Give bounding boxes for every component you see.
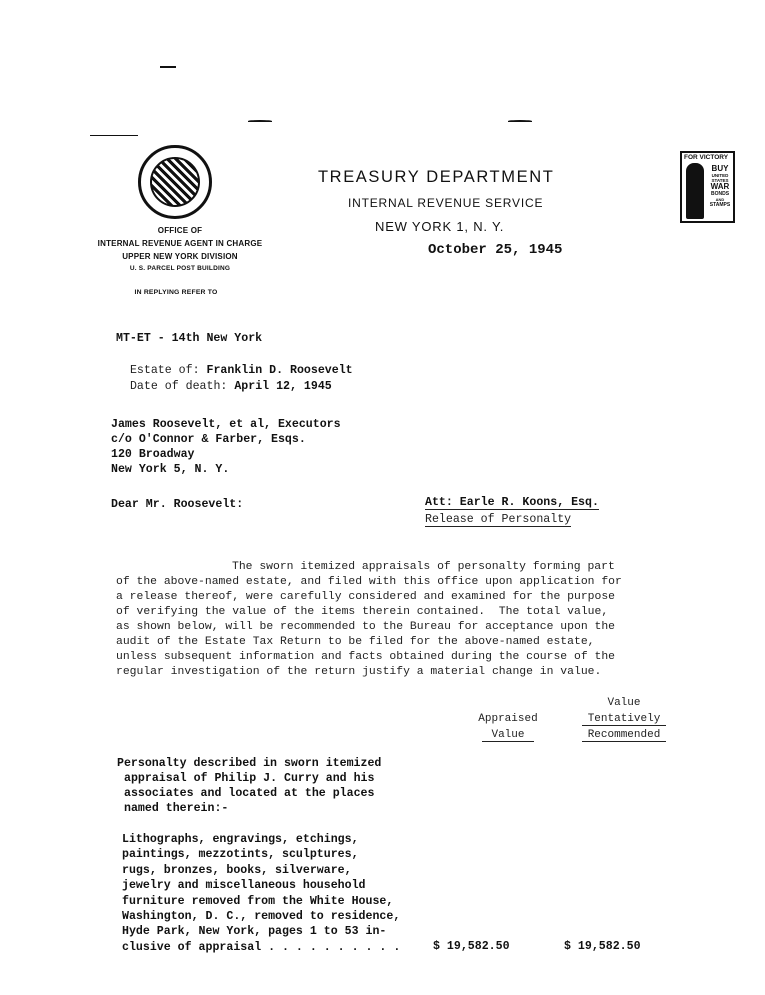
estate-name: Franklin D. Roosevelt: [206, 364, 353, 377]
office-line: U. S. PARCEL POST BUILDING: [129, 265, 231, 272]
item-line: Lithographs, engravings, etchings,: [122, 833, 359, 846]
stray-mark: [90, 135, 138, 136]
item-line: Washington, D. C., removed to residence,: [122, 910, 401, 923]
office-line: UPPER NEW YORK DIVISION: [122, 252, 238, 261]
body-line: unless subsequent information and facts obtained during the course of the: [116, 651, 615, 663]
appraised-header-line: Appraised: [478, 713, 538, 725]
office-line: INTERNAL REVENUE AGENT IN CHARGE: [97, 239, 263, 248]
addressee-line: 120 Broadway: [111, 448, 195, 461]
war-bonds-stamp: [680, 151, 735, 223]
reference-line: MT-ET - 14th New York: [116, 332, 263, 345]
recommended-header-line: Recommended: [582, 729, 666, 742]
addressee-line: James Roosevelt, et al, Executors: [111, 418, 341, 431]
city-title: NEW YORK 1, N. Y.: [375, 219, 505, 234]
body-line: as shown below, will be recommended to the Bureau for acceptance upon the: [116, 621, 615, 633]
item-line: rugs, bronzes, books, silverware,: [122, 864, 352, 877]
subject-line: Release of Personalty: [425, 513, 572, 526]
personalty-line: appraisal of Philip J. Curry and his: [124, 772, 375, 785]
personalty-line: Personalty described in sworn itemized: [117, 757, 382, 770]
stray-mark: [160, 66, 176, 68]
item-line: furniture removed from the White House,: [122, 895, 394, 908]
personalty-line: associates and located at the places: [124, 787, 375, 800]
body-line: The sworn itemized appraisals of personalty forming part: [232, 561, 615, 573]
item-line: clusive of appraisal . . . . . . . . . .: [122, 941, 401, 954]
stamp-top-text: FOR VICTORY: [684, 154, 729, 161]
office-line: OFFICE OF: [157, 226, 203, 235]
salutation: Dear Mr. Roosevelt:: [111, 498, 244, 511]
item-line: paintings, mezzotints, sculptures,: [122, 848, 359, 861]
death-date: April 12, 1945: [234, 380, 332, 393]
recommended-header-line: Tentatively: [582, 713, 666, 726]
death-label: Date of death:: [129, 380, 235, 393]
soldier-figure-icon: [686, 163, 704, 219]
appraised-header-line: Value: [482, 729, 534, 742]
recommended-amount: $ 19,582.50: [564, 940, 641, 953]
addressee-line: New York 5, N. Y.: [111, 463, 230, 476]
service-title: INTERNAL REVENUE SERVICE: [348, 196, 544, 210]
department-title: TREASURY DEPARTMENT: [318, 168, 555, 186]
reply-note: IN REPLYING REFER TO: [134, 289, 218, 296]
letter-date: October 25, 1945: [428, 242, 563, 258]
stray-mark: [248, 120, 272, 122]
stamp-text: BUY UNITED STATES WAR BONDS AND STAMPS: [709, 164, 731, 208]
body-line: of verifying the value of the items therein contained. The total value,: [116, 606, 609, 618]
addressee-line: c/o O'Connor & Farber, Esqs.: [111, 433, 306, 446]
item-line: jewelry and miscellaneous household: [122, 879, 366, 892]
item-line: Hyde Park, New York, pages 1 to 53 in-: [122, 925, 387, 938]
recommended-header-line: Value: [607, 697, 641, 709]
appraised-amount: $ 19,582.50: [433, 940, 510, 953]
estate-label: Estate of:: [129, 364, 207, 377]
treasury-seal-icon: [138, 145, 212, 219]
stray-mark: [508, 120, 532, 122]
death-date-line: [116, 364, 332, 393]
personalty-line: named therein:-: [124, 802, 229, 815]
body-line: regular investigation of the return justify a material change in value.: [116, 666, 602, 678]
body-line: of the above-named estate, and filed with this office upon application for: [116, 576, 622, 588]
body-line: a release thereof, were carefully considered and examined for the purpose: [116, 591, 615, 603]
body-line: audit of the Estate Tax Return to be filed for the above-named estate,: [116, 636, 595, 648]
attention-line: Att: Earle R. Koons, Esq.: [425, 496, 599, 509]
